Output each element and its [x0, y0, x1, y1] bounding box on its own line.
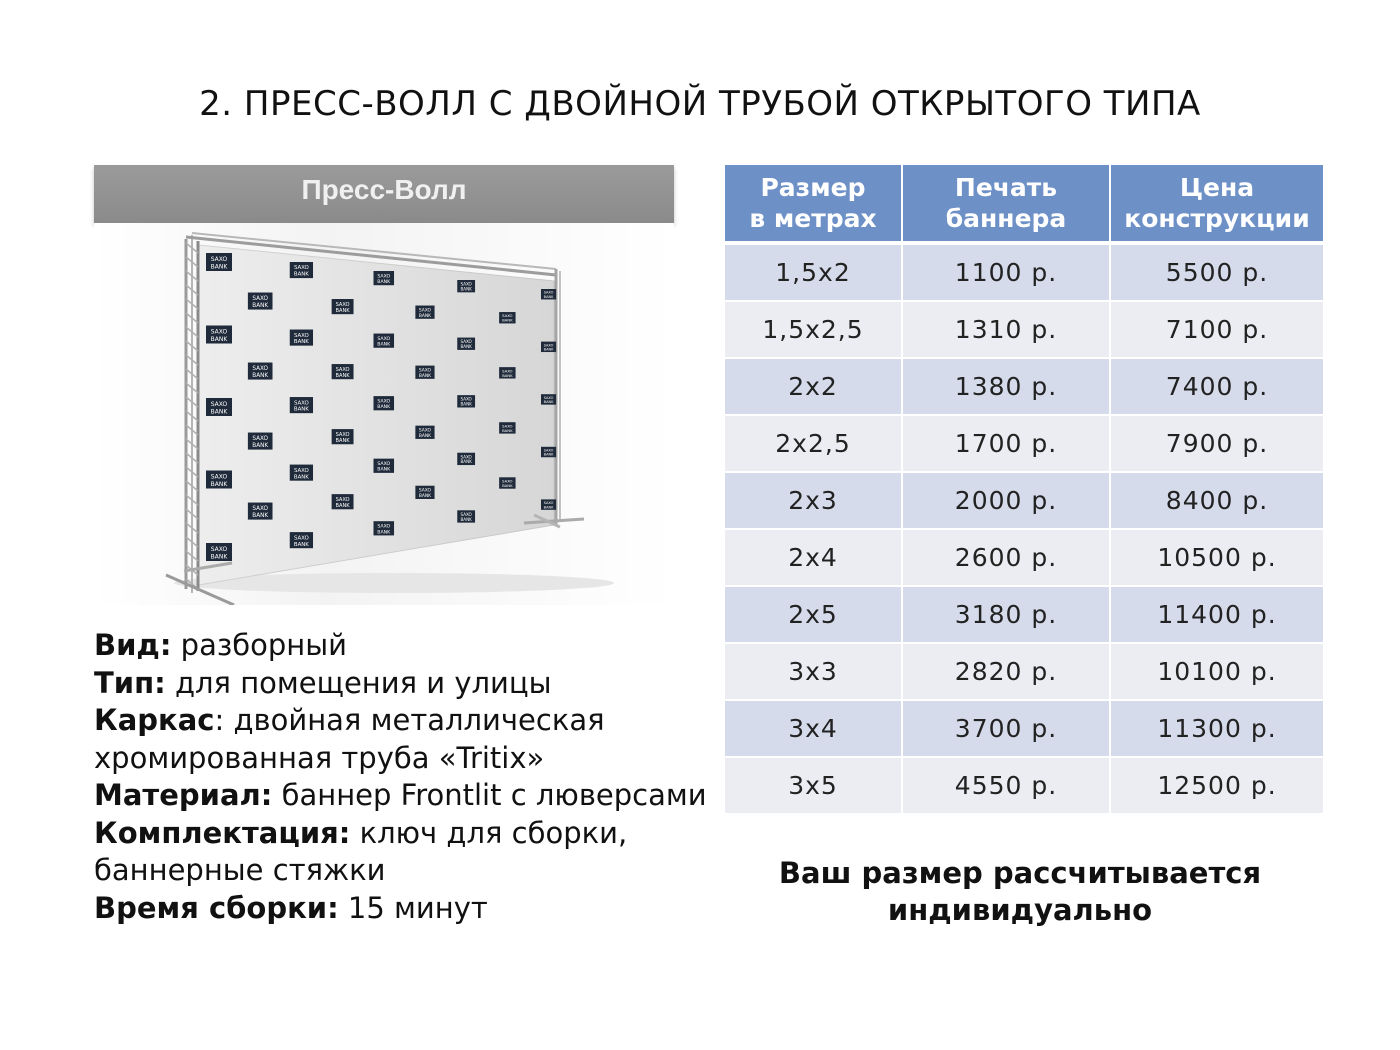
- logo-text-line2: BANK: [252, 443, 269, 450]
- saxo-bank-logo: [457, 338, 475, 350]
- cell-construction-price: 7900 р.: [1111, 416, 1323, 473]
- saxo-bank-logo: [248, 293, 273, 310]
- saxo-bank-logo: [541, 394, 556, 404]
- logo-text-line2: BANK: [460, 286, 472, 292]
- saxo-bank-logo: [332, 364, 354, 379]
- logo-text-line1: SAXO: [543, 448, 554, 453]
- logo-text-line2: BANK: [502, 427, 513, 433]
- cell-print-price: 3180 р.: [903, 587, 1111, 644]
- cell-print-price: 2820 р.: [903, 644, 1111, 701]
- logo-text-line2: BANK: [293, 271, 309, 278]
- table-row: [725, 359, 1323, 416]
- table-row: [725, 758, 1323, 815]
- logo-text-line1: SAXO: [377, 462, 391, 468]
- logo-text-line2: BANK: [210, 408, 228, 416]
- logo-text-line1: SAXO: [543, 395, 554, 400]
- spec-row: [94, 702, 734, 740]
- table-row: [725, 302, 1323, 359]
- logo-text-line2: BANK: [252, 513, 269, 520]
- cell-size: 3x3: [725, 644, 903, 701]
- spec-row: [94, 815, 734, 853]
- cell-construction-price: 11300 р.: [1111, 701, 1323, 758]
- logo-text-line2: BANK: [543, 347, 554, 352]
- header-print-line2: баннера: [945, 204, 1067, 233]
- logo-text-line2: BANK: [293, 406, 309, 413]
- cell-size: 2x2: [725, 359, 903, 416]
- note-line1: Ваш размер рассчитывается: [778, 856, 1262, 890]
- saxo-bank-logo: [290, 532, 313, 548]
- logo-text-line2: BANK: [252, 373, 269, 380]
- saxo-bank-logo: [332, 299, 354, 314]
- spec-value: 15 минут: [338, 890, 488, 925]
- cell-print-price: 2000 р.: [903, 473, 1111, 530]
- custom-size-note: [725, 855, 1315, 929]
- saxo-bank-logo: [248, 503, 273, 520]
- cell-print-price: 2600 р.: [903, 530, 1111, 587]
- table-row: [725, 245, 1323, 302]
- logo-text-line2: BANK: [210, 263, 228, 271]
- logo-text-line1: SAXO: [377, 336, 391, 342]
- header-print: [903, 165, 1111, 245]
- page-title: 2. ПРЕСС-ВОЛЛ С ДВОЙНОЙ ТРУБОЙ ОТКРЫТОГО ТИПА: [199, 84, 1201, 124]
- logo-text-line1: SAXO: [543, 290, 554, 295]
- logo-text-line1: SAXO: [502, 368, 513, 374]
- header-size-line1: Размер: [760, 173, 866, 202]
- saxo-bank-logo: [206, 326, 232, 344]
- logo-text-line2: BANK: [502, 372, 513, 378]
- saxo-bank-logo: [374, 271, 395, 285]
- logo-text-line2: BANK: [543, 400, 554, 405]
- cell-size: 2x2,5: [725, 416, 903, 473]
- logo-text-line2: BANK: [377, 467, 391, 473]
- header-size-line2: в метрах: [749, 204, 877, 233]
- logo-text-line1: SAXO: [460, 454, 472, 460]
- saxo-bank-logo: [206, 543, 232, 561]
- cell-size: 2x5: [725, 587, 903, 644]
- saxo-bank-logo: [290, 262, 313, 278]
- saxo-bank-logo: [541, 447, 556, 457]
- spec-value: разборный: [171, 628, 348, 662]
- table-row: [725, 530, 1323, 587]
- saxo-bank-logo: [457, 280, 475, 292]
- logo-text-line2: BANK: [377, 530, 391, 536]
- header-price: [1111, 165, 1323, 245]
- logo-text-line1: SAXO: [293, 400, 309, 407]
- note-line2: индивидуально: [887, 893, 1153, 927]
- logo-text-line1: SAXO: [210, 473, 228, 481]
- logo-text-line2: BANK: [293, 339, 309, 346]
- spec-value: баннерные стяжки: [94, 853, 386, 887]
- logo-text-line2: BANK: [502, 317, 513, 323]
- logo-text-line2: BANK: [418, 313, 432, 319]
- photo-caption-bar: [94, 165, 674, 223]
- saxo-bank-logo: [248, 433, 273, 450]
- logo-text-line1: SAXO: [502, 423, 513, 429]
- cell-construction-price: 8400 р.: [1111, 473, 1323, 530]
- logo-text-line1: SAXO: [335, 496, 350, 503]
- saxo-bank-logo: [206, 471, 232, 489]
- logo-text-line1: SAXO: [377, 274, 391, 280]
- spec-label: Комплектация:: [94, 815, 351, 850]
- photo-caption: Пресс-Волл: [301, 174, 467, 205]
- logo-text-line1: SAXO: [335, 301, 350, 308]
- logo-text-line2: BANK: [543, 452, 554, 457]
- cell-size: 1,5x2,5: [725, 302, 903, 359]
- logo-text-line1: SAXO: [335, 366, 350, 373]
- logo-text-line2: BANK: [543, 294, 554, 299]
- logo-text-line1: SAXO: [252, 366, 269, 373]
- logo-text-line2: BANK: [335, 307, 350, 314]
- logo-text-line1: SAXO: [502, 313, 513, 319]
- saxo-bank-logo: [415, 426, 434, 439]
- table-row: [725, 587, 1323, 644]
- cell-print-price: 4550 р.: [903, 758, 1111, 815]
- spec-value: ключ для сборки,: [350, 815, 628, 850]
- saxo-bank-logo: [374, 521, 395, 535]
- cell-construction-price: 10100 р.: [1111, 644, 1323, 701]
- saxo-bank-logo: [499, 477, 515, 488]
- spec-label: Материал:: [94, 778, 273, 812]
- spec-value: баннер Frontlit с люверсами: [272, 778, 707, 812]
- logo-text-line1: SAXO: [543, 343, 554, 348]
- cell-construction-price: 7400 р.: [1111, 359, 1323, 416]
- logo-text-line1: SAXO: [418, 488, 431, 494]
- saxo-bank-logo: [206, 253, 232, 271]
- logo-text-line1: SAXO: [210, 401, 228, 409]
- logo-text-line1: SAXO: [460, 511, 472, 517]
- logo-text-line1: SAXO: [460, 339, 472, 345]
- saxo-bank-logo: [541, 499, 556, 509]
- saxo-bank-logo: [457, 453, 475, 465]
- spec-value: хромированная труба «Tritix»: [94, 740, 545, 775]
- logo-text-line2: BANK: [418, 494, 432, 500]
- logo-text-line2: BANK: [377, 405, 391, 411]
- spec-row: [94, 627, 734, 665]
- logo-text-line1: SAXO: [460, 396, 472, 402]
- saxo-bank-logo: [206, 398, 232, 416]
- logo-text-line1: SAXO: [293, 535, 309, 542]
- price-table-body: [725, 245, 1323, 815]
- saxo-bank-logo: [374, 396, 395, 410]
- logo-text-line1: SAXO: [210, 328, 228, 336]
- spec-row: [94, 890, 734, 928]
- price-table: [725, 165, 1323, 815]
- logo-text-line2: BANK: [460, 401, 472, 407]
- cell-construction-price: 11400 р.: [1111, 587, 1323, 644]
- logo-text-line1: SAXO: [418, 428, 431, 434]
- cell-size: 2x3: [725, 473, 903, 530]
- saxo-bank-logo: [290, 465, 313, 481]
- spec-label: Время сборки:: [94, 890, 339, 925]
- spec-row: [94, 852, 734, 890]
- logo-text-line2: BANK: [543, 505, 554, 510]
- saxo-bank-logo: [499, 312, 515, 323]
- header-price-line2: конструкции: [1124, 204, 1310, 233]
- logo-text-line1: SAXO: [252, 296, 269, 303]
- saxo-bank-logo: [248, 363, 273, 380]
- spec-list: [94, 627, 734, 927]
- saxo-bank-logo: [374, 334, 395, 348]
- cell-print-price: 1310 р.: [903, 302, 1111, 359]
- spec-value: : двойная металлическая: [214, 703, 605, 737]
- cell-size: 2x4: [725, 530, 903, 587]
- saxo-bank-logo: [332, 429, 354, 444]
- spec-label: Тип:: [94, 665, 166, 700]
- press-wall-photo: [94, 223, 674, 605]
- logo-text-line1: SAXO: [502, 478, 513, 484]
- logo-text-line2: BANK: [377, 342, 391, 348]
- logo-text-line1: SAXO: [418, 368, 431, 374]
- logo-text-line1: SAXO: [418, 308, 431, 314]
- logo-text-line1: SAXO: [293, 265, 309, 272]
- logo-text-line2: BANK: [418, 433, 432, 439]
- logo-text-line2: BANK: [210, 553, 228, 561]
- logo-text-line2: BANK: [502, 482, 513, 488]
- logo-text-line1: SAXO: [377, 524, 391, 530]
- cell-size: 3x4: [725, 701, 903, 758]
- saxo-bank-logo: [415, 306, 434, 319]
- logo-text-line2: BANK: [377, 280, 391, 286]
- saxo-bank-logo: [290, 397, 313, 413]
- spec-row: [94, 665, 734, 703]
- press-wall-illustration: [94, 223, 674, 605]
- table-row: [725, 644, 1323, 701]
- logo-text-line1: SAXO: [377, 399, 391, 405]
- table-row: [725, 701, 1323, 758]
- spec-row: [94, 740, 734, 778]
- saxo-bank-logo: [332, 494, 354, 509]
- table-row: [725, 416, 1323, 473]
- saxo-bank-logo: [374, 459, 395, 473]
- cell-construction-price: 7100 р.: [1111, 302, 1323, 359]
- logo-text-line2: BANK: [418, 373, 432, 379]
- logo-text-line1: SAXO: [460, 281, 472, 287]
- spec-row: [94, 777, 734, 815]
- header-size: [725, 165, 903, 245]
- logo-text-line2: BANK: [210, 480, 228, 488]
- logo-text-line1: SAXO: [252, 436, 269, 443]
- cell-print-price: 1700 р.: [903, 416, 1111, 473]
- logo-text-line2: BANK: [460, 459, 472, 465]
- cell-construction-price: 12500 р.: [1111, 758, 1323, 815]
- logo-text-line2: BANK: [252, 303, 269, 310]
- saxo-bank-logo: [541, 289, 556, 299]
- table-row: [725, 473, 1323, 530]
- logo-text-line2: BANK: [210, 335, 228, 343]
- logo-text-line2: BANK: [460, 344, 472, 350]
- header-print-line1: Печать: [954, 173, 1058, 202]
- saxo-bank-logo: [499, 422, 515, 433]
- spec-value: для помещения и улицы: [165, 665, 552, 700]
- saxo-bank-logo: [290, 330, 313, 346]
- cell-size: 3x5: [725, 758, 903, 815]
- logo-text-line1: SAXO: [543, 501, 554, 506]
- cell-print-price: 1380 р.: [903, 359, 1111, 416]
- logo-text-line2: BANK: [293, 541, 309, 548]
- spec-label: Каркас: [94, 703, 215, 737]
- saxo-bank-logo: [457, 510, 475, 522]
- table-header-row: [725, 165, 1323, 245]
- saxo-bank-logo: [499, 367, 515, 378]
- logo-text-line2: BANK: [335, 503, 350, 510]
- cell-size: 1,5x2: [725, 245, 903, 302]
- logo-text-line1: SAXO: [210, 546, 228, 554]
- logo-text-line1: SAXO: [335, 431, 350, 438]
- cell-print-price: 3700 р.: [903, 701, 1111, 758]
- cell-print-price: 1100 р.: [903, 245, 1111, 302]
- cell-construction-price: 5500 р.: [1111, 245, 1323, 302]
- logo-text-line1: SAXO: [210, 256, 228, 264]
- logo-text-line2: BANK: [335, 437, 350, 444]
- logo-text-line2: BANK: [335, 372, 350, 379]
- logo-text-line1: SAXO: [293, 467, 309, 474]
- logo-text-line1: SAXO: [293, 332, 309, 339]
- logo-text-line2: BANK: [460, 516, 472, 522]
- saxo-bank-logo: [415, 366, 434, 379]
- cell-construction-price: 10500 р.: [1111, 530, 1323, 587]
- saxo-bank-logo: [541, 342, 556, 352]
- saxo-bank-logo: [457, 395, 475, 407]
- logo-text-line1: SAXO: [252, 506, 269, 513]
- saxo-bank-logo: [415, 486, 434, 499]
- logo-text-line2: BANK: [293, 474, 309, 481]
- header-price-line1: Цена: [1179, 173, 1255, 202]
- spec-label: Вид:: [94, 628, 172, 662]
